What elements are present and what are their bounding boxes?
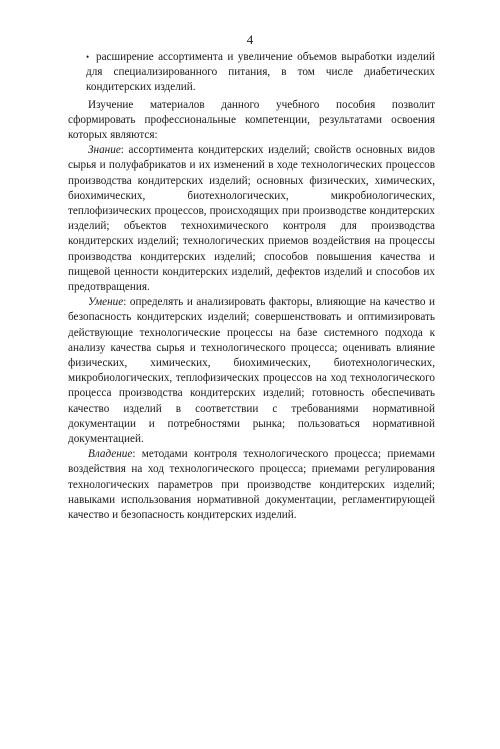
mastery-term: Владение (88, 448, 133, 461)
bullet-paragraph (68, 50, 435, 96)
knowledge-term: Знание (88, 144, 121, 157)
page-content (68, 50, 435, 523)
page-number: 4 (246, 32, 254, 47)
knowledge-paragraph (68, 143, 435, 295)
intro-paragraph (68, 98, 435, 144)
skill-term: Умение (88, 296, 124, 309)
skill-text: : определять и анализировать факторы, влияющие на качество и безопасность кондитерских изделий; совершенствовать и оптимизировать действующие технологические процессы на базе системного подхода к анализу качества сырья и технологического процесса; оценивать влияние физических, химических, биохимических, биотехнологических, микробиологических, теплофизических процессов на ход технологического процесса производства кондитерских изделий; готовность обеспечивать качество изделий в соответствии с требованиями нормативной документации и потребностями рынка; пользоваться нормативной документацией. (68, 296, 435, 446)
bullet-marker: • (86, 52, 90, 62)
skill-paragraph (68, 295, 435, 447)
mastery-paragraph (68, 447, 435, 523)
intro-text: Изучение материалов данного учебного пособия позволит сформировать профессиональные компетенции, результатами освоения которых являются: (68, 98, 435, 142)
bullet-text: расширение ассортимента и увеличение объемов выработки изделий для специализированного питания, в том числе диабетических кондитерских изделий. (86, 51, 435, 94)
mastery-text: : методами контроля технологического процесса; приемами воздействия на ход технологического процесса; приемами регулирования технологических параметров при производстве кондитерских изделий; навыками использования нормативной документации, регламентирующей качество и безопасность кондитерских изделий. (68, 448, 435, 522)
knowledge-text: : ассортимента кондитерских изделий; свойств основных видов сырья и полуфабрикатов и их изменений в ходе технологических процессов производства кондитерских изделий; основных физических, химических, биохимических, биотехнологических, микробиологических, теплофизических процессов, происходящих при производстве кондитерских изделий; объектов технохимического контроля для производства кондитерских изделий; технологических приемов воздействия на процессы производства кондитерских изделий; способов повышения качества и пищевой ценности кондитерских изделий, дефектов изделий и способов их предотвращения. (68, 144, 435, 294)
